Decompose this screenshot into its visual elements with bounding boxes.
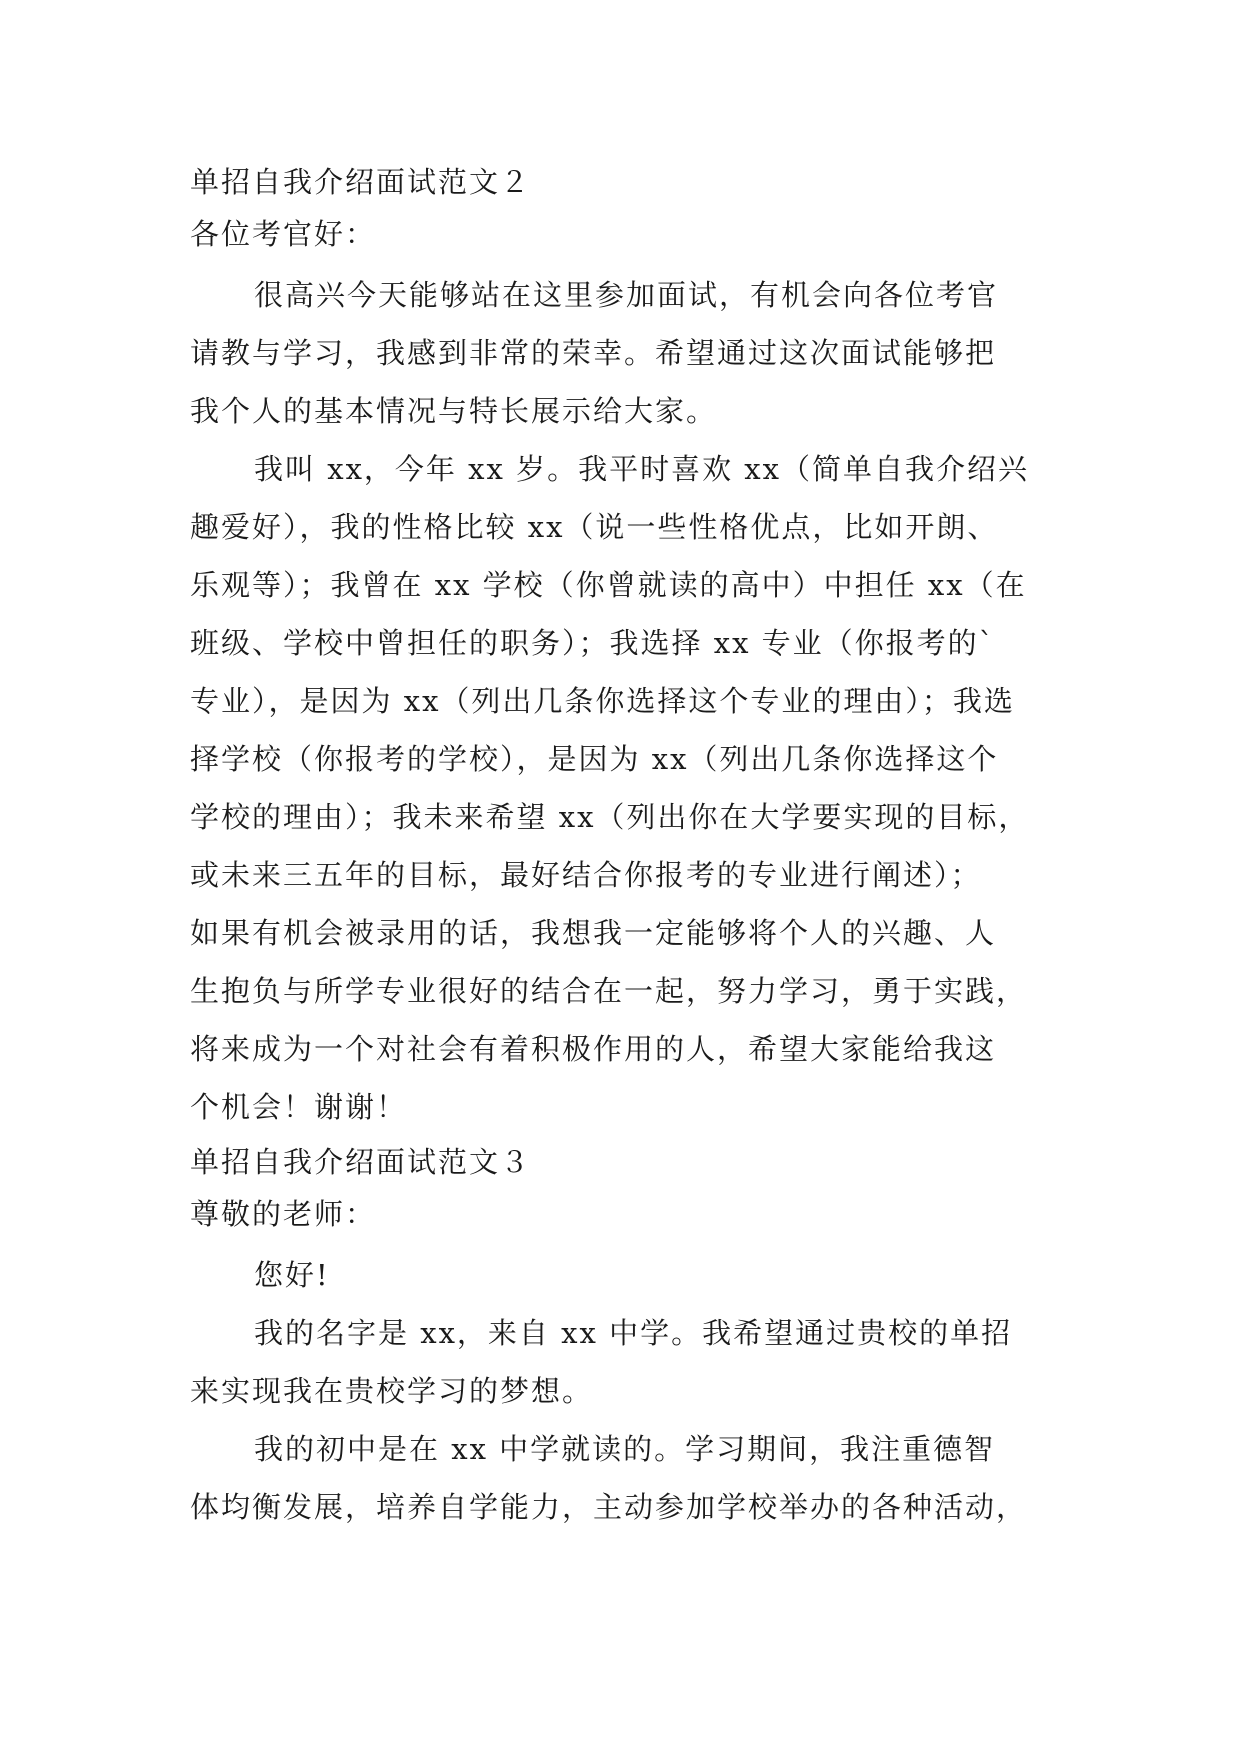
paragraph-line: 个机会！谢谢！ xyxy=(190,1090,408,1124)
paragraph-line: 我的初中是在 xx 中学就读的。学习期间，我注重德智 xyxy=(254,1432,996,1466)
paragraph-line: 班级、学校中曾担任的职务）；我选择 xx 专业（你报考的` xyxy=(190,626,996,660)
paragraph-line: 学校的理由）；我未来希望 xx（列出你在大学要实现的目标， xyxy=(190,800,1030,834)
paragraph-line: 体均衡发展，培养自学能力，主动参加学校举办的各种活动， xyxy=(190,1490,1028,1524)
section-3-greeting: 您好! xyxy=(254,1258,330,1292)
paragraph-line: 专业），是因为 xx（列出几条你选择这个专业的理由）；我选 xyxy=(190,684,1015,718)
paragraph-line: 生抱负与所学专业很好的结合在一起，努力学习，勇于实践， xyxy=(190,974,1028,1008)
paragraph-line: 将来成为一个对社会有着积极作用的人，希望大家能给我这 xyxy=(190,1032,997,1066)
section-2-title: 单招自我介绍面试范文２ xyxy=(190,165,532,199)
section-2-paragraph-1 xyxy=(190,266,1060,440)
paragraph-line: 或未来三五年的目标，最好结合你报考的专业进行阐述）； xyxy=(190,858,982,892)
paragraph-line: 择学校（你报考的学校），是因为 xx（列出几条你选择这个 xyxy=(190,742,999,776)
paragraph-line: 乐观等）；我曾在 xx 学校（你曾就读的高中）中担任 xx（在 xyxy=(190,568,1027,602)
paragraph-line: 我个人的基本情况与特长展示给大家。 xyxy=(190,394,718,428)
section-3-paragraph-2 xyxy=(190,1420,1060,1536)
paragraph-line: 请教与学习，我感到非常的荣幸。希望通过这次面试能够把 xyxy=(190,336,997,370)
paragraph-line: 很高兴今天能够站在这里参加面试，有机会向各位考官 xyxy=(254,278,999,312)
section-3-paragraph-1 xyxy=(190,1304,1060,1420)
paragraph-line: 如果有机会被录用的话，我想我一定能够将个人的兴趣、人 xyxy=(190,916,997,950)
section-2-paragraph-2 xyxy=(190,440,1060,1136)
paragraph-line: 来实现我在贵校学习的梦想。 xyxy=(190,1374,594,1408)
paragraph-line: 我的名字是 xx，来自 xx 中学。我希望通过贵校的单招 xyxy=(254,1316,1013,1350)
section-2-salutation: 各位考官好： xyxy=(190,217,377,251)
paragraph-line: 我叫 xx，今年 xx 岁。我平时喜欢 xx（简单自我介绍兴 xyxy=(254,452,1030,486)
section-3-title: 单招自我介绍面试范文３ xyxy=(190,1145,532,1179)
document-body xyxy=(190,156,1060,1536)
paragraph-line: 趣爱好），我的性格比较 xx（说一些性格优点，比如开朗、 xyxy=(190,510,999,544)
section-3-salutation: 尊敬的老师： xyxy=(190,1197,377,1231)
